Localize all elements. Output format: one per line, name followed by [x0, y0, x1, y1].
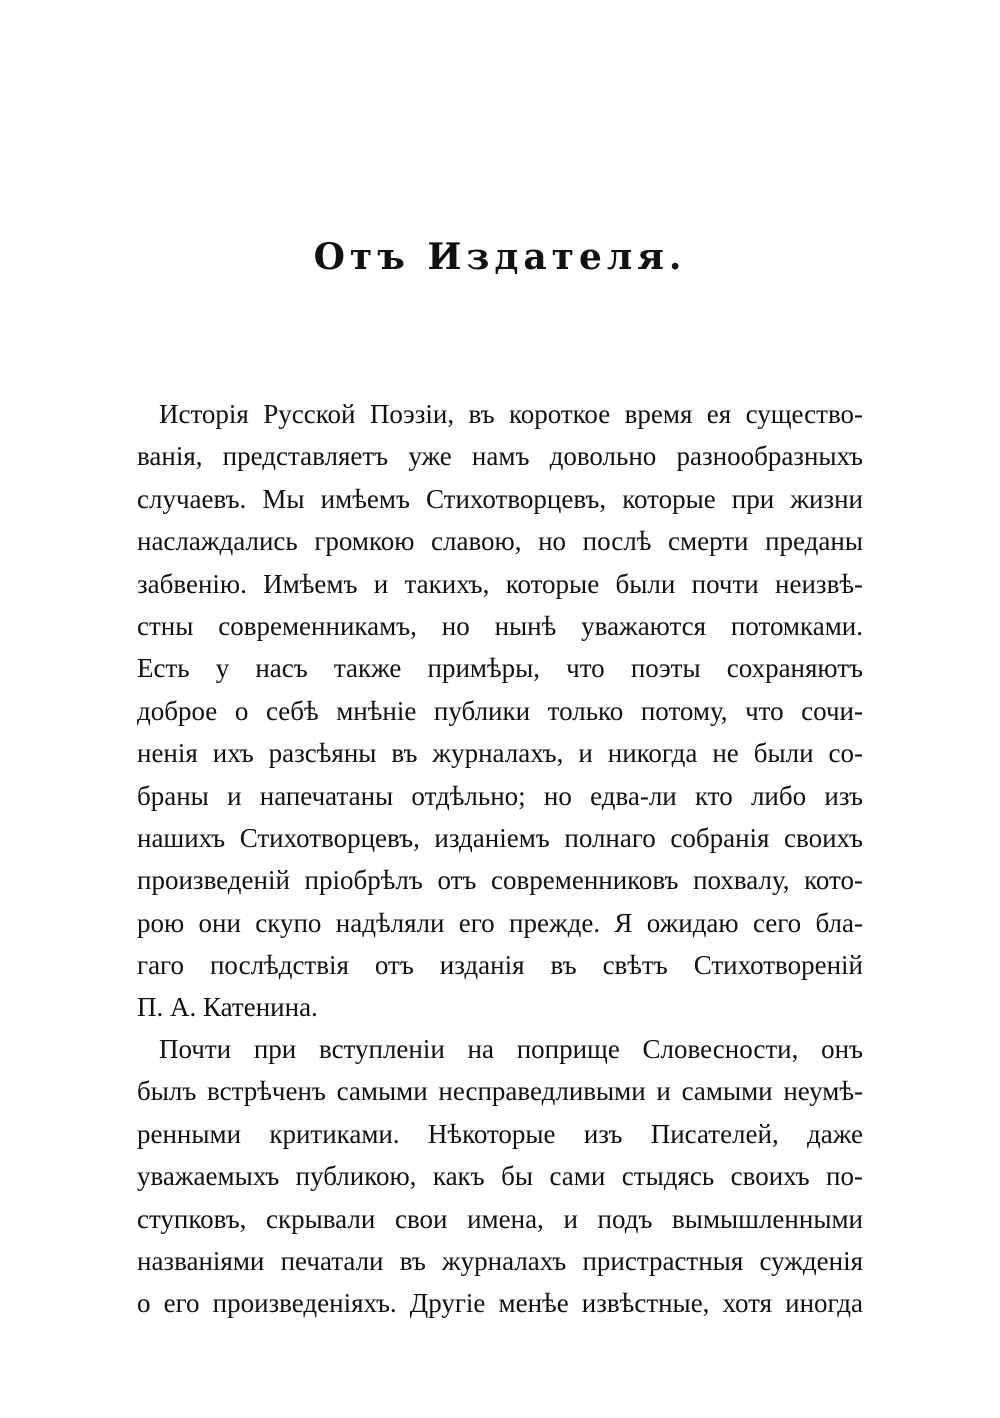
text-line: нашихъ Стихотворцевъ, изданіемъ полнаго собранія своихъ: [137, 822, 863, 853]
text-line: браны и напечатаны отдѣльно; но едва-ли кто либо изъ: [137, 780, 863, 811]
text-line: уважаемыхъ публикою, какъ бы сами стыдясь своихъ по-: [137, 1161, 863, 1192]
text-line: рою они скупо надѣляли его прежде. Я ожидаю сего бла-: [137, 907, 863, 938]
text-line: ренными критиками. Нѣкоторые изъ Писателей, даже: [137, 1118, 863, 1149]
text-line: доброе о себѣ мнѣніе публики только потому, что сочи-: [137, 695, 863, 726]
text-line: Есть у насъ также примѣры, что поэты сохраняютъ: [137, 653, 863, 684]
text-line: Почти при вступленіи на поприще Словесности, онъ: [159, 1034, 863, 1064]
text-line: П. А. Катенина.: [137, 992, 318, 1023]
text-line: ненія ихъ разсѣяны въ журналахъ, и никогда не были со-: [137, 738, 863, 769]
text-line: ванія, представляетъ уже намъ довольно разнообразныхъ: [137, 441, 863, 472]
text-line: названіями печатали въ журналахъ пристрастныя сужденія: [137, 1245, 863, 1276]
text-line: Исторія Русской Поэзіи, въ короткое время ея существо-: [159, 399, 863, 429]
text-line: случаевъ. Мы имѣемъ Стихотворцевъ, которые при жизни: [137, 483, 863, 514]
paragraph-1: [137, 393, 863, 1029]
text-line: произведеній пріобрѣлъ отъ современниковъ похвалу, кото-: [137, 865, 863, 896]
text-line: стны современникамъ, но нынѣ уважаются потомками.: [137, 610, 863, 641]
text-line: наслаждались громкою славою, но послѣ смерти преданы: [137, 526, 863, 557]
text-line: гаго послѣдствія отъ изданія въ свѣтъ Стихотвореній: [137, 950, 863, 981]
text-line: о его произведеніяхъ. Другіе менѣе извѣстные, хотя иногда: [137, 1288, 863, 1319]
text-line: ступковъ, скрывали свои имена, и подъ вымышленными: [137, 1203, 863, 1234]
text-line: былъ встрѣченъ самыми несправедливыми и самыми неумѣ-: [137, 1076, 863, 1107]
paragraph-2: [137, 1028, 863, 1325]
page-title: Отъ Издателя.: [313, 236, 687, 278]
text-line: забвенію. Имѣемъ и такихъ, которые были почти неизвѣ-: [137, 568, 863, 599]
